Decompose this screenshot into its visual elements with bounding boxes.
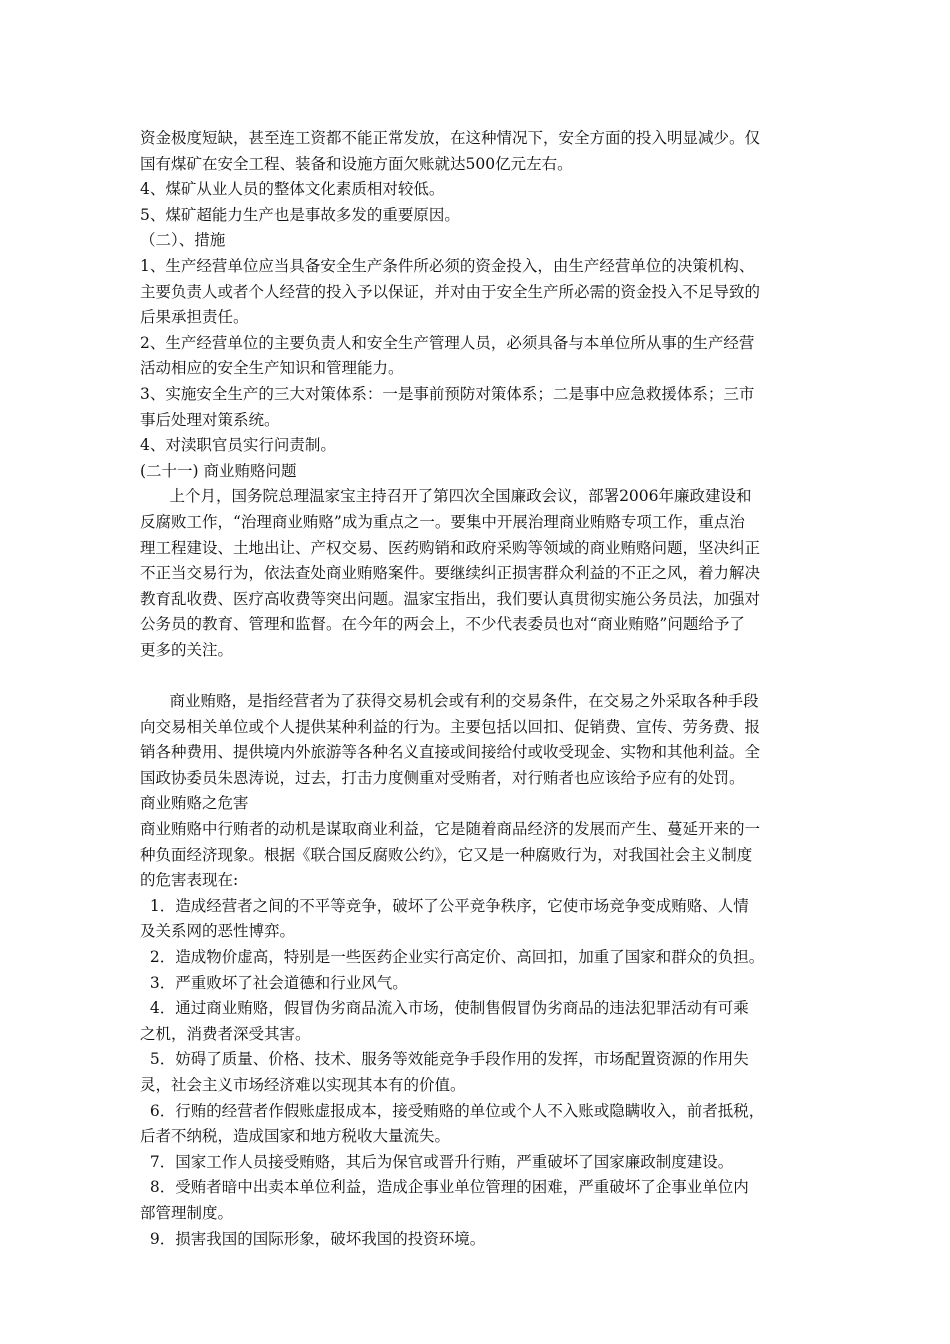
text-line: 3、实施安全生产的三大对策体系：一是事前预防对策体系；二是事中应急救援体系；三市: [140, 384, 755, 403]
text-line: 主要负责人或者个人经营的投入予以保证，并对由于安全生产所必需的资金投入不足导致的: [140, 282, 761, 301]
text-line: 1．造成经营者之间的不平等竞争，破坏了公平竞争秩序，它使市场竞争变成贿赂、人情: [140, 896, 749, 915]
text-line: 后者不纳税，造成国家和地方税收大量流失。: [140, 1127, 451, 1146]
text-line: 教育乱收费、医疗高收费等突出问题。温家宝指出，我们要认真贯彻实施公务员法，加强对: [140, 589, 761, 608]
text-line: 5．妨碍了质量、价格、技术、服务等效能竞争手段作用的发挥，市场配置资源的作用失: [140, 1050, 749, 1069]
text-line: 的危害表现在:: [140, 871, 239, 890]
text-line: 之机，消费者深受其害。: [140, 1024, 311, 1043]
text-line: 上个月，国务院总理温家宝主持召开了第四次全国廉政会议，部署2006年廉政建设和: [140, 487, 752, 506]
text-line: 1、生产经营单位应当具备安全生产条件所必须的资金投入，由生产经营单位的决策机构、: [140, 256, 755, 275]
text-line: 国政协委员朱恩涛说，过去，打击力度侧重对受贿者，对行贿者也应该给予应有的处罚。: [140, 768, 745, 787]
text-line: 销各种费用、提供境内外旅游等各种名义直接或间接给付或收受现金、实物和其他利益。全: [140, 743, 761, 762]
text-line: 事后处理对策系统。: [140, 410, 280, 429]
text-line: 及关系网的恶性博弈。: [140, 922, 296, 941]
text-line: 部管理制度。: [140, 1203, 234, 1222]
text-line: 4、对渎职官员实行问责制。: [140, 436, 336, 455]
text-line: (二十一) 商业贿赂问题: [140, 461, 297, 480]
text-line: 4、煤矿从业人员的整体文化素质相对较低。: [140, 180, 445, 199]
text-line: 2、生产经营单位的主要负责人和安全生产管理人员，必须具备与本单位所从事的生产经营: [140, 333, 755, 352]
text-line: 商业贿赂中行贿者的动机是谋取商业利益，它是随着商品经济的发展而产生、蔓延开来的一: [140, 820, 761, 839]
text-line: 理工程建设、土地出让、产权交易、医药购销和政府采购等领域的商业贿赂问题，坚决纠正: [140, 538, 761, 557]
text-line: 2．造成物价虚高，特别是一些医药企业实行高定价、高回扣，加重了国家和群众的负担。: [140, 948, 765, 966]
text-line: 资金极度短缺，甚至连工资都不能正常发放，在这种情况下，安全方面的投入明显减少。仅: [140, 129, 761, 147]
text-line: 活动相应的安全生产知识和管理能力。: [140, 359, 404, 378]
text-line: 不正当交易行为，依法查处商业贿赂案件。要继续纠正损害群众利益的不正之风，着力解决: [140, 564, 761, 583]
text-line: 商业贿赂，是指经营者为了获得交易机会或有利的交易条件，在交易之外采取各种手段: [140, 692, 759, 711]
blank-line: [140, 663, 812, 689]
text-line: 商业贿赂之危害: [140, 794, 249, 813]
text-line: 9．损害我国的国际形象，破坏我国的投资环境。: [140, 1229, 486, 1248]
text-line: （二）、措施: [140, 231, 226, 250]
text-line: 更多的关注。: [140, 640, 234, 659]
text-line: 后果承担责任。: [140, 308, 249, 327]
text-line: 5、煤矿超能力生产也是事故多发的重要原因。: [140, 205, 460, 224]
text-line: 7．国家工作人员接受贿赂，其后为保官或晋升行贿，严重破坏了国家廉政制度建设。: [140, 1152, 734, 1171]
text-line: 反腐败工作，“治理商业贿赂”成为重点之一。要集中开展治理商业贿赂专项工作，重点治: [140, 512, 745, 531]
text-line: 公务员的教育、管理和监督。在今年的两会上，不少代表委员也对“商业贿赂”问题给予了: [140, 615, 745, 634]
text-line: 8．受贿者暗中出卖本单位利益，造成企事业单位管理的困难，严重破坏了企事业单位内: [140, 1178, 749, 1197]
text-line: 向交易相关单位或个人提供某种利益的行为。主要包括以回扣、促销费、宣传、劳务费、报: [140, 717, 761, 736]
text-line: 种负面经济现象。根据《联合国反腐败公约》，它又是一种腐败行为，对我国社会主义制度: [140, 845, 753, 864]
text-line: 4．通过商业贿赂，假冒伪劣商品流入市场，使制售假冒伪劣商品的违法犯罪活动有可乘: [140, 999, 749, 1018]
text-line: 灵，社会主义市场经济难以实现其本有的价值。: [140, 1075, 466, 1094]
text-line: 3．严重败坏了社会道德和行业风气。: [140, 973, 408, 992]
text-line: 6．行贿的经营者作假账虚报成本，接受贿赂的单位或个人不入账或隐瞒收入，前者抵税，: [140, 1101, 765, 1120]
document-page: [140, 126, 812, 1252]
text-line: 国有煤矿在安全工程、装备和设施方面欠账就达500亿元左右。: [140, 154, 573, 173]
